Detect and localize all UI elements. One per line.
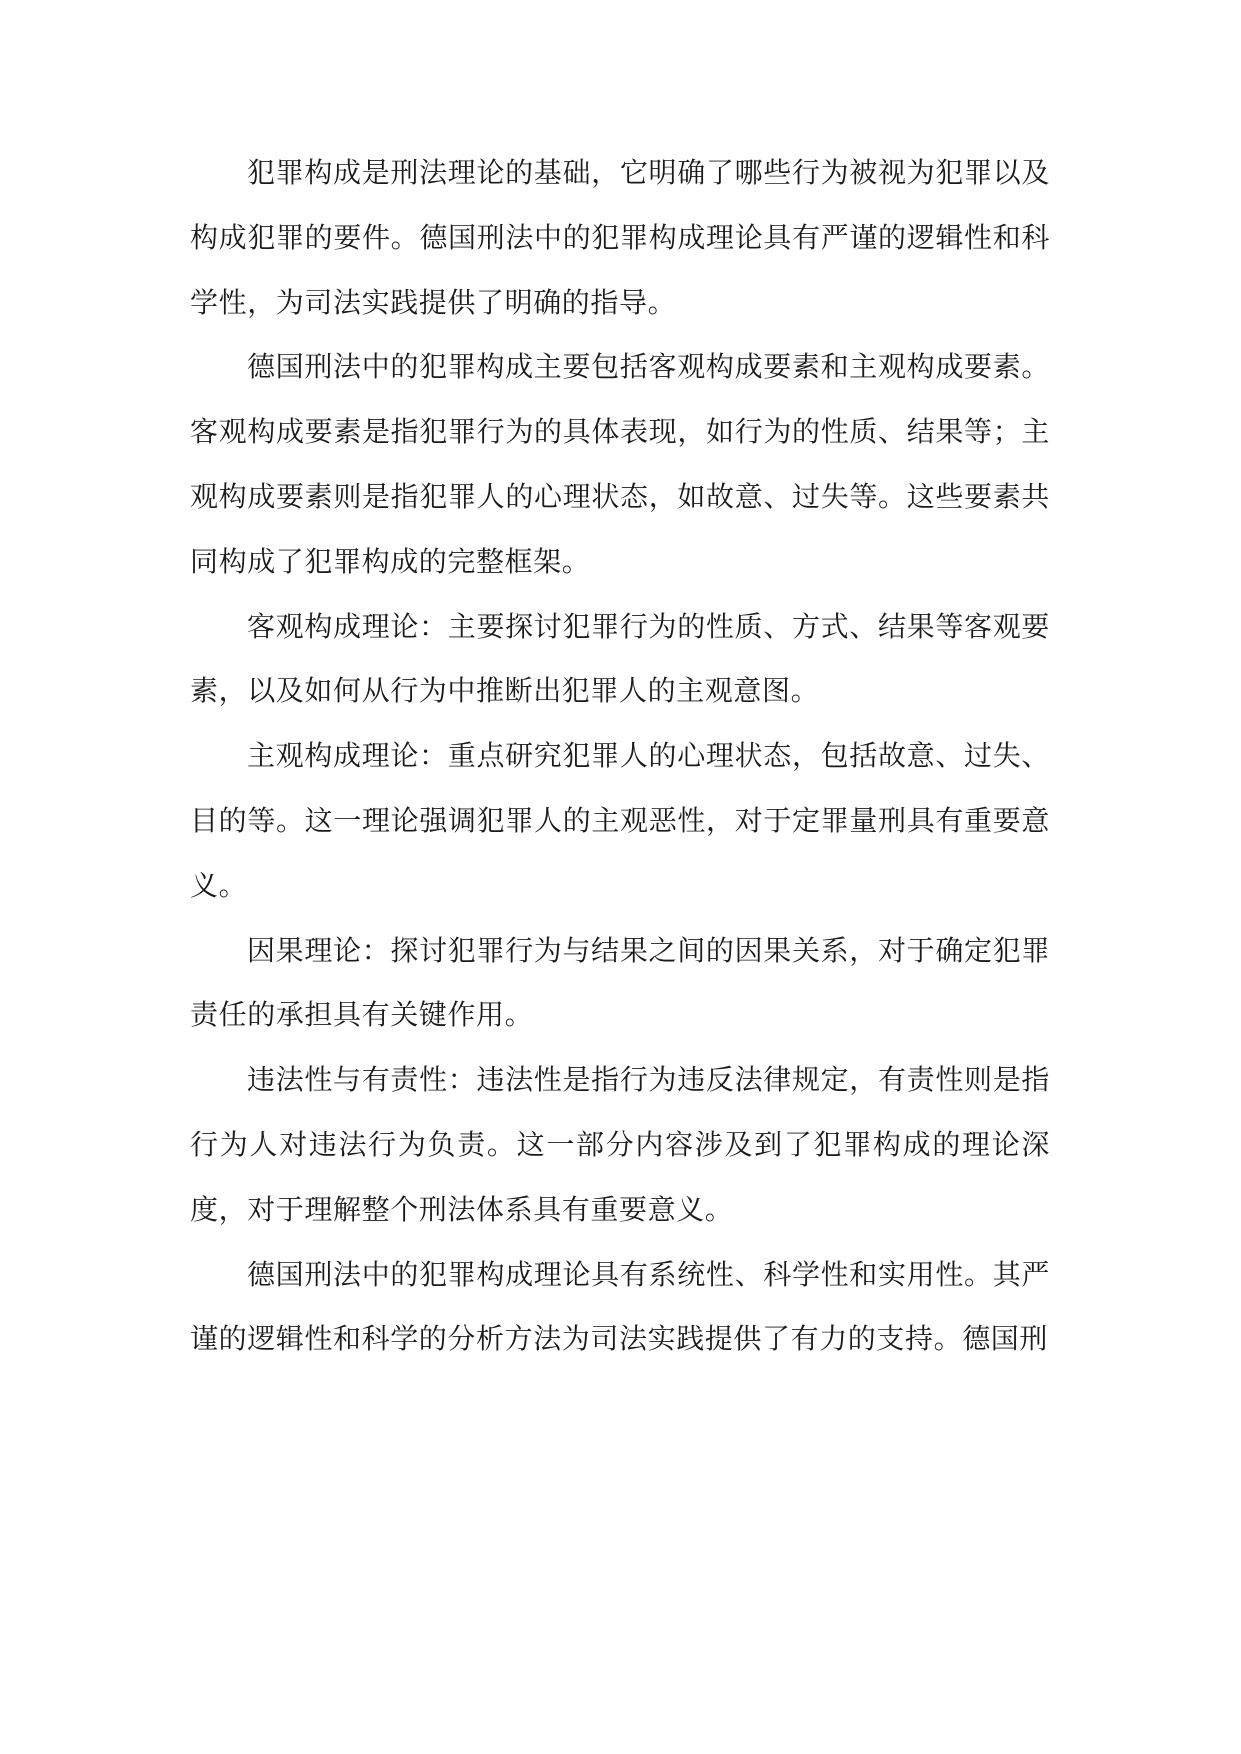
paragraph: 德国刑法中的犯罪构成理论具有系统性、科学性和实用性。其严谨的逻辑性和科学的分析方法为司法实践提供了有力的支持。德国刑 — [190, 1257, 1050, 1356]
paragraph: 客观构成理论：主要探讨犯罪行为的性质、方式、结果等客观要素，以及如何从行为中推断出犯罪人的主观意图。 — [190, 609, 1050, 708]
paragraph: 因果理论：探讨犯罪行为与结果之间的因果关系，对于确定犯罪责任的承担具有关键作用。 — [190, 933, 1050, 1032]
paragraph: 主观构成理论：重点研究犯罪人的心理状态，包括故意、过失、目的等。这一理论强调犯罪人的主观恶性，对于定罪量刑具有重要意义。 — [190, 739, 1050, 902]
document-body — [190, 141, 1050, 1372]
paragraph: 犯罪构成是刑法理论的基础，它明确了哪些行为被视为犯罪以及构成犯罪的要件。德国刑法中的犯罪构成理论具有严谨的逻辑性和科学性，为司法实践提供了明确的指导。 — [190, 156, 1050, 319]
paragraph: 违法性与有责性：违法性是指行为违反法律规定，有责性则是指行为人对违法行为负责。这一部分内容涉及到了犯罪构成的理论深度，对于理解整个刑法体系具有重要意义。 — [190, 1063, 1050, 1226]
paragraph: 德国刑法中的犯罪构成主要包括客观构成要素和主观构成要素。客观构成要素是指犯罪行为的具体表现，如行为的性质、结果等；主观构成要素则是指犯罪人的心理状态，如故意、过失等。这些要素共同构成了犯罪构成的完整框架。 — [190, 350, 1050, 578]
